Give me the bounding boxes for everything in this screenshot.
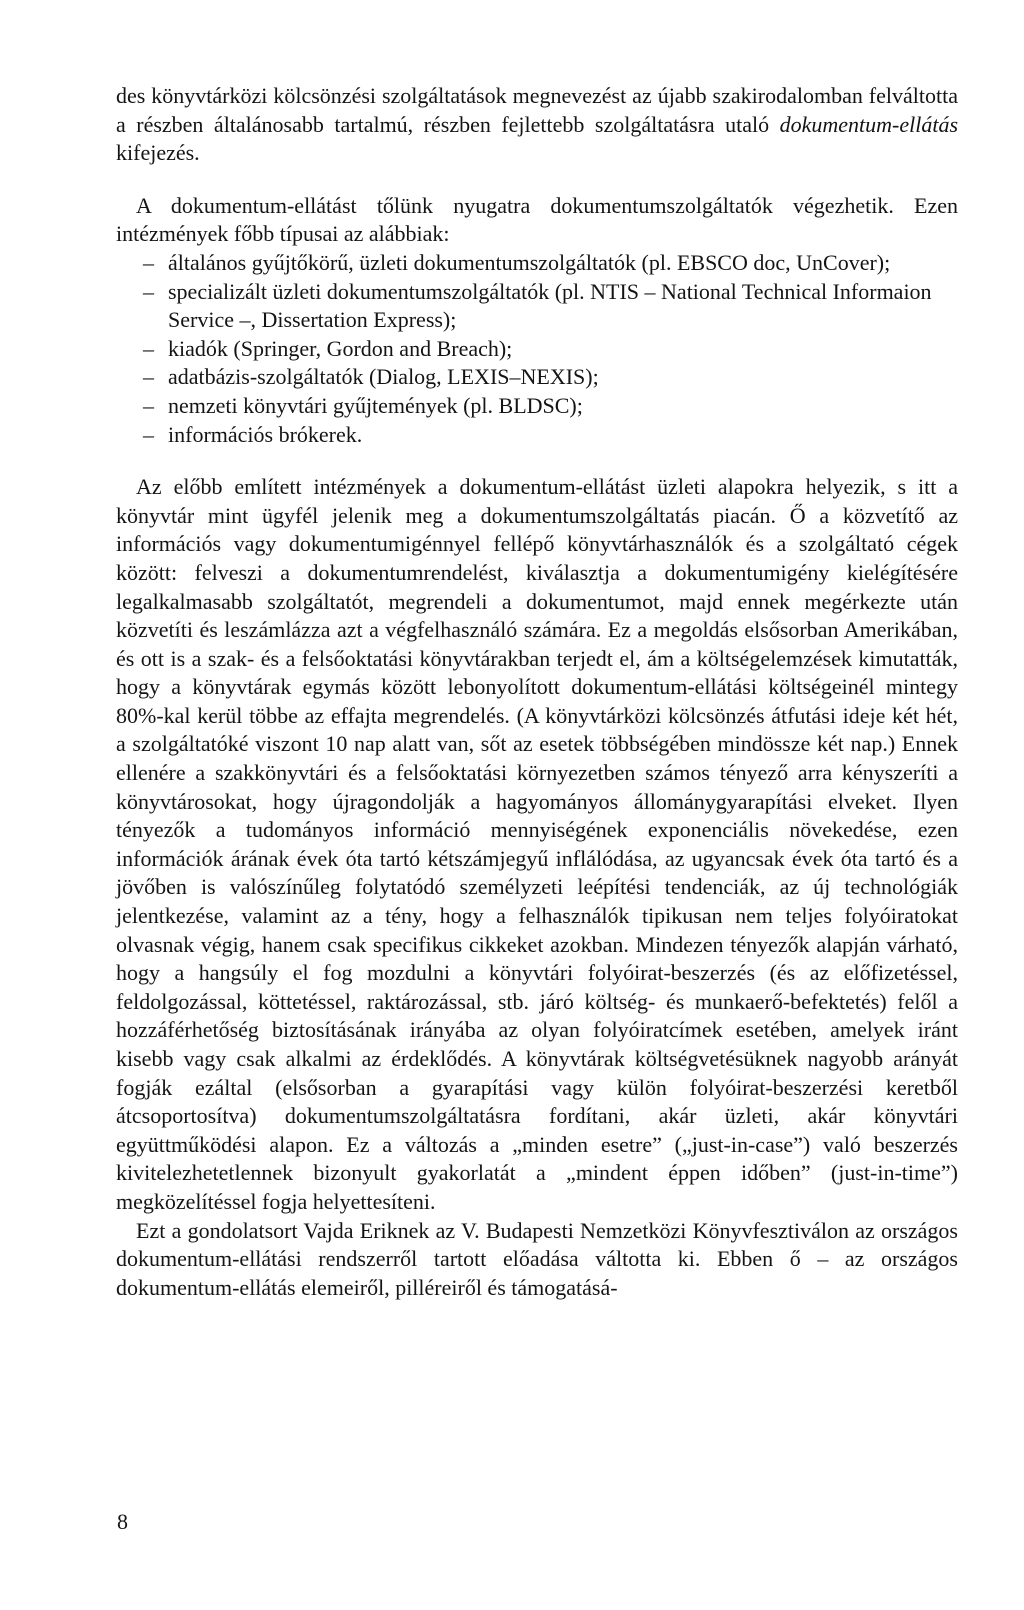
list-item [116,335,958,364]
paragraph-1-text-start: des könyvtárközi kölcsönzési szolgáltatások megnevezést az újabb szakirodalomban felváltotta a részben általánosabb tartalmú, részben fejlettebb szolgáltatásra utaló [116,83,958,137]
list-item-text: specializált üzleti dokumentumszolgáltatók (pl. NTIS – National Technical Informaion Service –, Dissertation Express); [168,278,932,333]
list-item [116,249,958,278]
list-item [116,421,958,450]
paragraph-1-italic-term: dokumentum-ellátás [779,111,958,137]
paragraph-4: Ezt a gondolatsort Vajda Eriknek az V. Budapesti Nemzetközi Könyvfesztiválon az országos dokumentum-ellátási rendszerről tartott előadása váltotta ki. Ebben ő – az országos dokumentum-ellátás elemeiről, pilléreiről és támogatásá- [116,1217,958,1300]
page-number: 8 [117,1509,128,1534]
list-dash: – [143,392,154,418]
paragraph-gap [116,168,958,192]
list-dash: – [143,278,154,304]
list-item-text: kiadók (Springer, Gordon and Breach); [168,335,513,361]
list-item-text: adatbázis-szolgáltatók (Dialog, LEXIS–NEXIS); [168,364,599,390]
paragraph-gap [116,449,958,473]
list-dash: – [143,335,154,361]
paragraph-3: Az előbb említett intézmények a dokumentum-ellátást üzleti alapokra helyezik, s itt a könyvtár mint ügyfél jelenik meg a dokumentumszolgáltatás piacán. Ő a közvetítő az információs vagy dokumentumigénnyel fellépő könyvtárhasználók és a szolgáltató cégek között: felveszi a dokumentumrendelést, kiválasztja a dokumentumigény kielégítésére legalkalmasabb szolgáltatót, megrendeli a dokumentumot, majd ennek megérkezte után közvetíti és leszámlázza azt a végfelhasználó számára. Ez a megoldás elsősorban Amerikában, és ott is a szak- és a felsőoktatási könyvtárakban terjedt el, ám a költségelemzések kimutatták, hogy a könyvtárak egymás között lebonyolított dokumentum-ellátási költségeinél mintegy 80%-kal kerül többe az effajta megrendelés. (A könyvtárközi kölcsönzés átfutási ideje két hét, a szolgáltatóké viszont 10 nap alatt van, sőt az esetek többségében mindössze két nap.) Ennek ellenére a szakkönyvtári és a felsőoktatási környezetben számos tényező arra kényszeríti a könyvtárosokat, hogy újragondolják a hagyományos állománygyarapítási elveket. Ilyen tényezők a tudományos információ mennyiségének exponenciális növekedése, ezen információk árának évek óta tartó kétszámjegyű inflálódása, az ugyancsak évek óta tartó és a jövőben is valószínűleg folytatódó személyzeti leépítési tendenciák, az új technológiák jelentkezése, valamint az a tény, hogy a felhasználók tipikusan nem teljes folyóiratokat olvasnak végig, hanem csak specifikus cikkeket azokban. Mindezen tényezők alapján várható, hogy a hangsúly el fog mozdulni a könyvtári folyóirat-beszerzés (és az előfizetéssel, feldolgozással, köttetéssel, raktározással, stb. járó költség- és munkaerő-befektetés) felől a hozzáférhetőség biztosításának irányába az olyan folyóiratcímek esetében, amelyek iránt kisebb vagy csak alkalmi az érdeklődés. A könyvtárak költségvetésüknek nagyobb arányát fogják ezáltal (elsősorban a gyarapítási vagy külön folyóirat-beszerzési keretből átcsoportosítva) dokumentumszolgáltatásra fordítani, akár üzleti, akár könyvtári együttműködési alapon. Ez a változás a „minden esetre” („just-in-case”) való beszerzés kivitelezhetetlennek bizonyult gyakorlatát a „mindent éppen időben” (just-in-time”) megközelítéssel fogja helyettesíteni. [116,474,958,1214]
list-item-text: információs brókerek. [168,421,363,447]
list-dash: – [143,421,154,447]
list-item-text: általános gyűjtőkörű, üzleti dokumentumszolgáltatók (pl. EBSCO doc, UnCover); [168,249,891,275]
list-item-text: nemzeti könyvtári gyűjtemények (pl. BLDSC); [168,392,583,418]
document-body [116,82,958,1302]
paragraph-1-text-end: kifejezés. [116,140,200,166]
paragraph-1 [116,82,958,168]
list-dash: – [143,249,154,275]
provider-type-list [116,249,958,449]
list-dash: – [143,364,154,390]
list-item [116,392,958,421]
list-item [116,363,958,392]
paragraph-2: A dokumentum-ellátást tőlünk nyugatra dokumentumszolgáltatók végezhetik. Ezen intézmények főbb típusai az alábbiak: [116,192,958,247]
list-item [116,278,958,335]
